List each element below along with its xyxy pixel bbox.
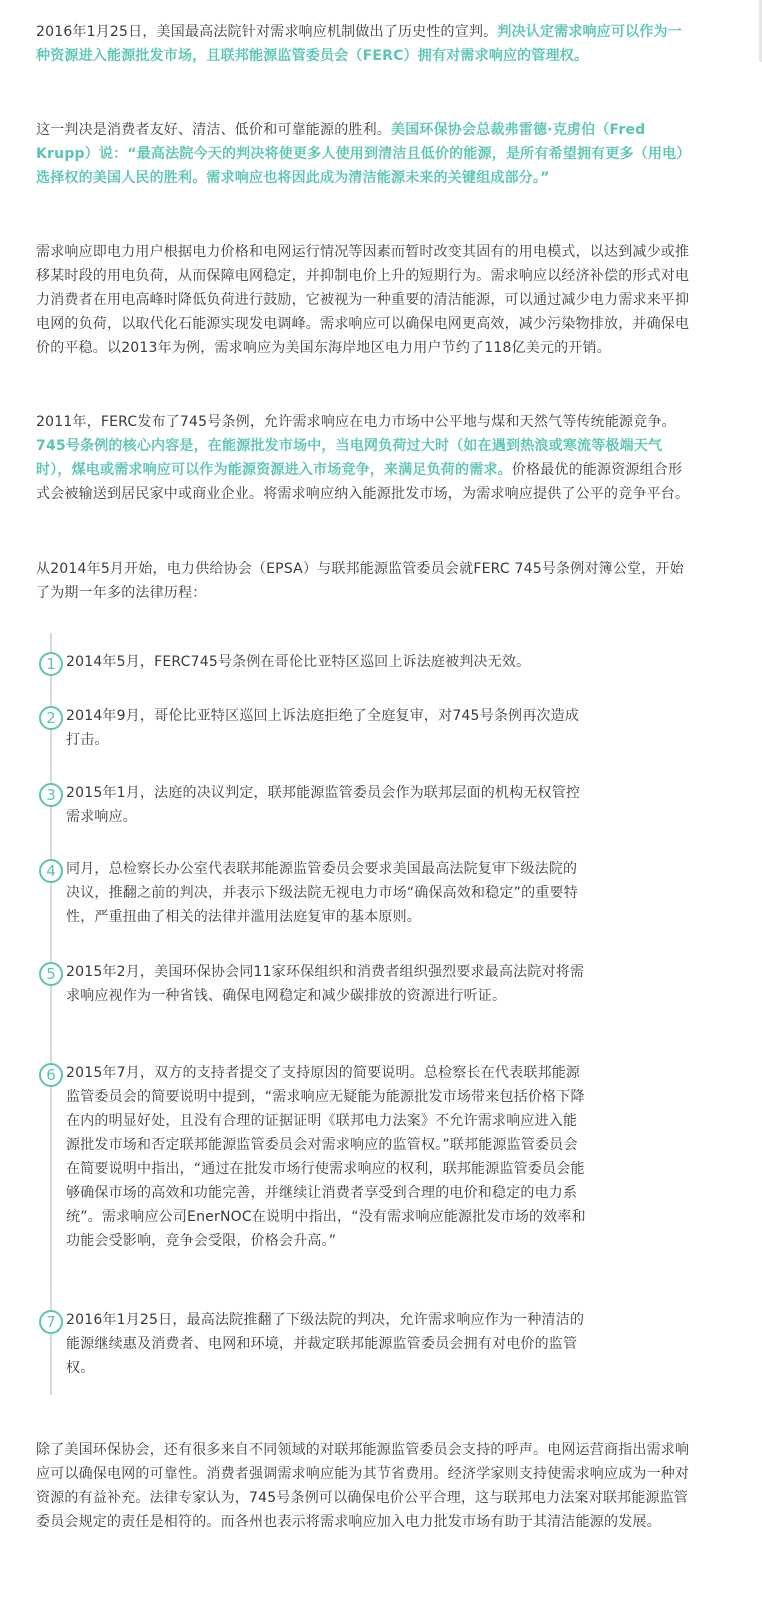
paragraph-legal-intro: 从2014年5月开始，电力供给协会（EPSA）与联邦能源监管委员会就FERC 745号条例对簿公堂，开始了为期一年多的法律历程：: [36, 561, 684, 601]
paragraph-quote: [36, 118, 694, 190]
timeline-step-text: 2015年2月，美国环保协会同11家环保组织和消费者组织强烈要求最高法院对将需求响应视作为一种省钱、确保电网稳定和减少碳排放的资源进行听证。: [66, 964, 585, 1004]
timeline-step-number: 2: [39, 706, 63, 730]
timeline-line: [50, 633, 52, 1395]
paragraph-ruling: [36, 20, 694, 68]
paragraph-text: 这一判决是消费者友好、清洁、低价和可靠能源的胜利。: [36, 122, 391, 138]
timeline-step-number: 3: [39, 783, 63, 807]
timeline-step-text: 2015年1月，法庭的决议判定，联邦能源监管委员会作为联邦层面的机构无权管控需求响应。: [66, 785, 581, 825]
paragraph-order-745: [36, 410, 694, 506]
paragraph-text: 2011年，FERC发布了745号条例，允许需求响应在电力市场中公平地与煤和天然气等传统能源竞争。: [36, 414, 676, 430]
timeline-step-number: 1: [39, 652, 63, 676]
paragraph-definition: 需求响应即电力用户根据电力价格和电网运行情况等因素而暂时改变其固有的用电模式，以达到减少或推移某时段的用电负荷，从而保障电网稳定，并抑制电价上升的短期行为。需求响应以经济补偿的形式对电力消费者在用电高峰时降低负荷进行鼓励，它被视为一种重要的清洁能源，可以通过减少电力需求来平抑电网的负荷，以取代化石能源实现发电调峰。需求响应可以确保电网更高效，减少污染物排放，并确保电价的平稳。以2013年为例，需求响应为美国东海岸地区电力用户节约了118亿美元的开销。: [36, 244, 690, 356]
timeline-step-number: 5: [39, 962, 63, 986]
timeline-step-number: 7: [39, 1310, 63, 1334]
paragraph-support: 除了美国环保协会，还有很多来自不同领域的对联邦能源监管委员会支持的呼声。电网运营商指出需求响应可以确保电网的可靠性。消费者强调需求响应能为其节省费用。经济学家则支持使需求响应成为一种对资源的有益补充。法律专家认为，745号条例可以确保电价公平合理，这与联邦电力法案对联邦能源监管委员会规定的责任是相符的。而各州也表示将需求响应加入电力批发市场有助于其清洁能源的发展。: [36, 1442, 690, 1530]
highlight-text: 判决认定需求响应可以作为一种资源进入能源批发市场，且联邦能源监管委员会（FERC）拥有对需求响应的管理权。: [36, 24, 682, 64]
paragraph-text: 2016年1月25日，美国最高法院针对需求响应机制做出了历史性的宣判。: [36, 24, 498, 40]
timeline-step-text: 同月，总检察长办公室代表联邦能源监管委员会要求美国最高法院复审下级法院的决议，推翻之前的判决，并表示下级法院无视电力市场“确保高效和稳定”的重要特性，严重扭曲了相关的法律并滥用法庭复审的基本原则。: [66, 861, 578, 925]
paragraph-text: 价格最优的能源资源组合形式会被输送到居民家中或商业企业。将需求响应纳入能源批发市场，为需求响应提供了公平的竞争平台。: [36, 462, 690, 502]
highlight-text: 745号条例的核心内容是，在能源批发市场中，当电网负荷过大时（如在遇到热浪或寒流等极端天气时），煤电或需求响应可以作为能源资源进入市场竞争，来满足负荷的需求。: [36, 438, 663, 478]
timeline-step-text: 2015年7月，双方的支持者提交了支持原因的简要说明。总检察长在代表联邦能源监管委员会的简要说明中提到，“需求响应无疑能为能源批发市场带来包括价格下降在内的明显好处，且没有合理的证据证明《联邦电力法案》不允许需求响应进入能源批发市场和否定联邦能源监管委员会对需求响应的监管权。”联邦能源监管委员会在简要说明中指出，“通过在批发市场行使需求响应的权利，联邦能源监管委员会能够确保市场的高效和功能完善，并继续让消费者享受到合理的电价和稳定的电力系统”。需求响应公司EnerNOC在说明中指出，“没有需求响应能源批发市场的效率和功能会受影响，竞争会受限，价格会升高。”: [66, 1065, 586, 1249]
timeline-step-text: 2016年1月25日，最高法院推翻了下级法院的判决，允许需求响应作为一种清洁的能源继续惠及消费者、电网和环境，并裁定联邦能源监管委员会拥有对电价的监管权。: [66, 1312, 585, 1376]
timeline-step-text: 2014年9月，哥伦比亚特区巡回上诉法庭拒绝了全庭复审，对745号条例再次造成打击。: [66, 708, 580, 748]
timeline-step-text: 2014年5月，FERC745号条例在哥伦比亚特区巡回上诉法庭被判决无效。: [66, 654, 531, 670]
highlight-quote: 美国环保协会总裁弗雷德·克虏伯（Fred Krupp）说：“最高法院今天的判决将使更多人使用到清洁且低价的能源，是所有希望拥有更多（用电）选择权的美国人民的胜利。需求响应也将因此成为清洁能源未来的关键组成部分。”: [36, 122, 691, 186]
timeline-step-number: 4: [39, 859, 63, 883]
timeline-step-number: 6: [39, 1063, 63, 1087]
